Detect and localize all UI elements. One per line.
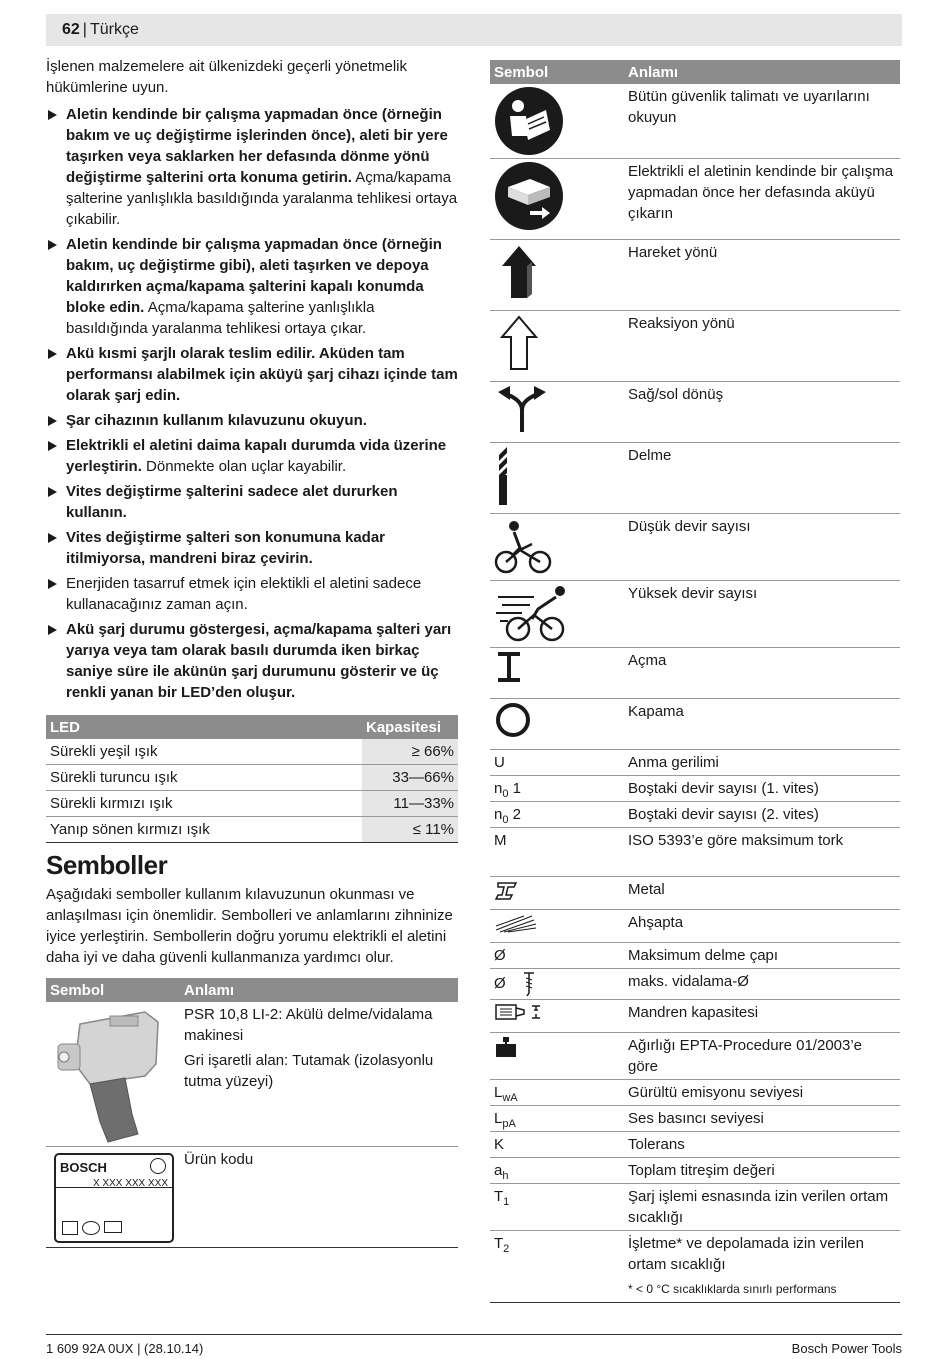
meaning-cell (624, 1106, 900, 1132)
meaning-text: Ses basıncı seviyesi (628, 1110, 764, 1127)
table-row (490, 943, 900, 969)
safety-bullet (46, 481, 458, 523)
symbol-letter: n (494, 780, 503, 797)
meaning-cell (624, 1231, 900, 1303)
led-state: Sürekli turuncu ışık (46, 765, 362, 791)
symbol-cell (490, 828, 624, 877)
table-row (490, 311, 900, 382)
meaning-text: Boştaki devir sayısı (1. vites) (624, 776, 900, 802)
led-state: Sürekli yeşil ışık (46, 739, 362, 765)
led-capacity: 33—66% (362, 765, 458, 791)
symbol-suffix: 1 (508, 780, 521, 797)
reaction-arrow-icon (494, 313, 620, 373)
safety-bullet (46, 343, 458, 406)
symbol-cell (490, 750, 624, 776)
symbol-cell (490, 776, 624, 802)
symbol-cell (490, 1000, 624, 1033)
bullet-arrow-icon (48, 416, 57, 426)
symbol-letter: L (494, 1110, 503, 1127)
table-row (490, 382, 900, 443)
symbol-cell (490, 1080, 624, 1106)
meaning-text: Yüksek devir sayısı (624, 581, 900, 648)
footer-divider (46, 1334, 902, 1335)
section-text: Aşağıdaki semboller kullanım kılavuzunun okunması ve anlaşılması için önemlidir. Sembolleri ve anlamlarını zihninize iyice yerleştirin. Sembollerin doğru yorumu elektrikli el aletini daha iyi ve daha güvenli kullanmanıza yardımcı olur. (46, 886, 453, 966)
left-column (46, 56, 458, 1248)
table-row (490, 750, 900, 776)
meaning-text: Mandren kapasitesi (628, 1004, 759, 1021)
symbol-cell (490, 943, 624, 969)
led-capacity: ≥ 66% (362, 739, 458, 765)
drill-image-cell (46, 1002, 180, 1147)
symbol-letter: a (494, 1162, 503, 1179)
symbol-letter: T (494, 1235, 504, 1252)
page-header (46, 14, 902, 46)
product-description (180, 1002, 458, 1147)
meaning-text: Elektrikli el aletinin kendinde bir çalışma yapmadan önce her defasında aküyü çıkarın (624, 159, 900, 240)
table-row (46, 1002, 458, 1147)
symbol-cell (490, 443, 624, 514)
grip-note: Gri işaretli alan: Tutamak (izolasyonlu tutma yüzeyi) (184, 1052, 434, 1090)
symbol-table-left (46, 978, 458, 1248)
symbol-subscript: 0 (502, 814, 509, 826)
symbol-cell (490, 699, 624, 750)
meaning-text: Delme (624, 443, 900, 514)
table-row (490, 828, 900, 877)
bullet-text: Açma/kapama şalterine yanlışlıkla basıldığında yaralanma tehlikesi ortaya çıkar. (66, 299, 375, 337)
meaning-cell (624, 1158, 900, 1184)
rotation-icon (494, 384, 620, 434)
meaning-text: Maksimum delme çapı (628, 947, 779, 964)
bullet-arrow-icon (48, 625, 57, 635)
symbol-subscript: 0 (502, 788, 509, 800)
table-row (490, 648, 900, 699)
bosch-logo-icon (150, 1158, 166, 1174)
bullet-text: Enerjiden tasarruf etmek için elektikli el aletini sadece kullanacağınız zaman açın. (66, 575, 422, 613)
drill-bit-icon (494, 445, 620, 507)
meaning-text: Ağırlığı EPTA-Procedure 01/2003’e göre (628, 1037, 863, 1075)
bullet-arrow-icon (48, 349, 57, 359)
symbol-cell (490, 240, 624, 311)
bullet-arrow-icon (48, 441, 57, 451)
wood-icon (494, 912, 620, 934)
led-capacity: ≤ 11% (362, 817, 458, 843)
meaning-text: Bütün güvenlik talimatı ve uyarılarını okuyun (624, 84, 900, 159)
meaning-text: Sağ/sol dönüş (624, 382, 900, 443)
footnote: * < 0 °C sıcaklıklarda sınırlı performans (628, 1282, 837, 1296)
switch-on-icon (494, 650, 620, 684)
label-cell (46, 1147, 180, 1248)
symbol-subscript: h (502, 1170, 509, 1182)
meaning-cell (624, 1033, 900, 1080)
meaning-cell (624, 1132, 900, 1158)
label-brand: BOSCH (60, 1160, 107, 1175)
symbol-cell (490, 1184, 624, 1231)
bullet-bold-text: Şar cihazının kullanım kılavuzunu okuyun. (66, 412, 367, 429)
table-row (490, 1184, 900, 1231)
symbol-letter: Ø (494, 974, 506, 992)
header-separator: | (82, 21, 87, 38)
led-header: LED (46, 715, 362, 739)
meaning-cell (624, 1184, 900, 1231)
led-state: Yanıp sönen kırmızı ışık (46, 817, 362, 843)
intro-text: İşlenen malzemelere ait ülkenizdeki geçerli yönetmelik hükümlerine uyun. (46, 58, 408, 96)
safety-bullet (46, 410, 458, 431)
meaning-header: Anlamı (180, 978, 458, 1002)
meaning-text: Toplam titreşim değeri (628, 1162, 775, 1179)
page-number: 62 (62, 21, 80, 38)
symbol-letter: K (494, 1136, 505, 1153)
safety-bullets (46, 104, 458, 703)
table-row (490, 1106, 900, 1132)
section-title: Semboller (46, 850, 168, 880)
table-row (490, 240, 900, 311)
movement-arrow-icon (494, 242, 620, 302)
symbol-cell (490, 648, 624, 699)
symbol-letter: L (494, 1084, 503, 1101)
bullet-text: Dönmekte olan uçlar kayabilir. (141, 458, 347, 475)
table-row (46, 791, 458, 817)
meaning-text: ISO 5393’e göre maksimum tork (624, 828, 900, 877)
capacity-header: Kapasitesi (362, 715, 458, 739)
table-row (490, 1132, 900, 1158)
meaning-text: Düşük devir sayısı (624, 514, 900, 581)
meaning-text: Boştaki devir sayısı (2. vites) (624, 802, 900, 828)
symbol-table-right (490, 60, 900, 1303)
bullet-text: Açma/kapama şalterine yanlışlıkla basıldığında yaralanma tehlikesi ortaya çıkabilir. (66, 169, 458, 228)
table-row (46, 817, 458, 843)
bullet-bold-text: Vites değiştirme şalteri son konumuna kadar itilmiyorsa, mandreni biraz çevirin. (66, 529, 385, 567)
symbol-header: Sembol (490, 60, 624, 84)
product-label-icon (54, 1153, 174, 1243)
safety-bullet (46, 104, 458, 230)
meaning-header: Anlamı (624, 60, 900, 84)
header-language: Türkçe (89, 21, 139, 38)
table-row (490, 84, 900, 159)
symbol-subscript: pA (502, 1118, 516, 1130)
bullet-arrow-icon (48, 110, 57, 120)
right-column (490, 60, 900, 1303)
bullet-arrow-icon (48, 487, 57, 497)
symbol-letter: Ø (494, 947, 506, 964)
meaning-text: Açma (624, 648, 900, 699)
symbol-cell (490, 382, 624, 443)
symbol-subscript: 2 (503, 1243, 510, 1255)
table-row (490, 514, 900, 581)
table-row (490, 581, 900, 648)
symbol-letter: n (494, 806, 503, 823)
table-row (490, 1080, 900, 1106)
symbol-cell (490, 910, 624, 943)
meaning-cell (624, 877, 900, 910)
bullet-bold-text: Aletin kendinde bir çalışma yapmadan önce (örneğin bakım ve uç değiştirme işlerinden önce), aleti bir yere taşırken veya saklarken her defasında dönme yönü değiştirme şalterini orta konuma getirin. (66, 106, 448, 186)
table-row (490, 699, 900, 750)
table-row (490, 1033, 900, 1080)
meaning-text: Reaksiyon yönü (624, 311, 900, 382)
label-code: X XXX XXX XXX (92, 1178, 168, 1189)
symbol-cell (490, 84, 624, 159)
bullet-arrow-icon (48, 533, 57, 543)
table-row (490, 910, 900, 943)
meaning-text: Şarj işlemi esnasında izin verilen ortam sıcaklığı (628, 1188, 889, 1226)
slow-cyclist-icon (494, 516, 620, 576)
safety-bullet (46, 234, 458, 339)
safety-bullet (46, 619, 458, 703)
symbol-cell (490, 159, 624, 240)
symbol-letter: U (494, 754, 505, 771)
footer-doc-code: 1 609 92A 0UX | (28.10.14) (46, 1341, 204, 1356)
bullet-arrow-icon (48, 579, 57, 589)
footer-brand: Bosch Power Tools (791, 1341, 902, 1356)
symbol-cell (490, 802, 624, 828)
meaning-cell (624, 1080, 900, 1106)
cordless-drill-icon (50, 1004, 170, 1144)
chuck-icon (494, 1002, 620, 1022)
table-row (46, 765, 458, 791)
meaning-text: maks. vidalama-Ø (628, 973, 749, 990)
symbol-cell (490, 969, 624, 1000)
fast-cyclist-icon (494, 583, 620, 643)
table-row (490, 969, 900, 1000)
meaning-text: Gürültü emisyonu seviyesi (628, 1084, 804, 1101)
meaning-text: Metal (628, 881, 665, 898)
bullet-bold-text: Akü kısmi şarjlı olarak teslim edilir. Aküden tam performansı alabilmek için aküyü şarj cihazı içinde tam olarak şarj edin. (66, 345, 458, 404)
table-row (490, 802, 900, 828)
meaning-text: Anma gerilimi (624, 750, 900, 776)
table-row (490, 443, 900, 514)
meaning-cell (624, 943, 900, 969)
switch-off-icon (494, 701, 620, 739)
product-name: PSR 10,8 LI-2: Akülü delme/vidalama makinesi (184, 1006, 433, 1044)
led-table (46, 715, 458, 843)
symbol-cell (490, 581, 624, 648)
meaning-text: Kapama (624, 699, 900, 750)
metal-icon (494, 879, 620, 901)
bullet-bold-text: Akü şarj durumu göstergesi, açma/kapama şalteri yarı yarıya veya tam olarak basılı durumda iken birkaç saniye süre ile akünün şarj durumunu gösterir ve üç renkli yanan bir LED’den oluşur. (66, 621, 452, 701)
table-row (490, 1000, 900, 1033)
symbol-suffix: 2 (508, 806, 521, 823)
table-row (490, 877, 900, 910)
label-boxes (62, 1221, 122, 1235)
table-row (490, 1231, 900, 1303)
meaning-cell (624, 1000, 900, 1033)
symbol-letter: M (494, 832, 507, 849)
meaning-cell (624, 969, 900, 1000)
symbol-cell (490, 1106, 624, 1132)
safety-bullet (46, 435, 458, 477)
meaning-cell (624, 910, 900, 943)
table-row (46, 1147, 458, 1248)
bullet-arrow-icon (48, 240, 57, 250)
screw-icon (522, 971, 536, 997)
symbol-subscript: 1 (503, 1196, 510, 1208)
product-code: Ürün kodu (180, 1147, 458, 1248)
safety-bullet (46, 527, 458, 569)
table-row (490, 1158, 900, 1184)
table-row (490, 776, 900, 802)
symbol-cell (490, 877, 624, 910)
symbol-cell (490, 514, 624, 581)
meaning-text: Ahşapta (628, 914, 684, 931)
symbol-letter: T (494, 1188, 504, 1205)
weight-icon (494, 1035, 620, 1059)
meaning-text: Tolerans (628, 1136, 685, 1153)
symbol-header: Sembol (46, 978, 180, 1002)
bullet-bold-text: Elektrikli el aletini daima kapalı durumda vida üzerine yerleştirin. (66, 437, 447, 475)
symbol-subscript: wA (502, 1092, 518, 1104)
meaning-text: İşletme* ve depolamada izin verilen ortam sıcaklığı (628, 1235, 864, 1273)
symbol-cell (490, 1132, 624, 1158)
meaning-text: Hareket yönü (624, 240, 900, 311)
symbol-cell (490, 1231, 624, 1303)
table-row (490, 159, 900, 240)
symbol-cell (490, 1158, 624, 1184)
led-capacity: 11—33% (362, 791, 458, 817)
symbol-cell (490, 311, 624, 382)
table-row (46, 739, 458, 765)
symbol-cell (490, 1033, 624, 1080)
read-manual-icon (494, 86, 620, 156)
bullet-bold-text: Aletin kendinde bir çalışma yapmadan önce (örneğin bakım, uç değiştirme gibi), aleti taşırken ve depoya kaldırırken açma/kapama şalterini kapalı konumda bloke edin. (66, 236, 442, 316)
remove-battery-icon (494, 161, 620, 231)
led-state: Sürekli kırmızı ışık (46, 791, 362, 817)
safety-bullet (46, 573, 458, 615)
bullet-bold-text: Vites değiştirme şalterini sadece alet dururken kullanın. (66, 483, 398, 521)
